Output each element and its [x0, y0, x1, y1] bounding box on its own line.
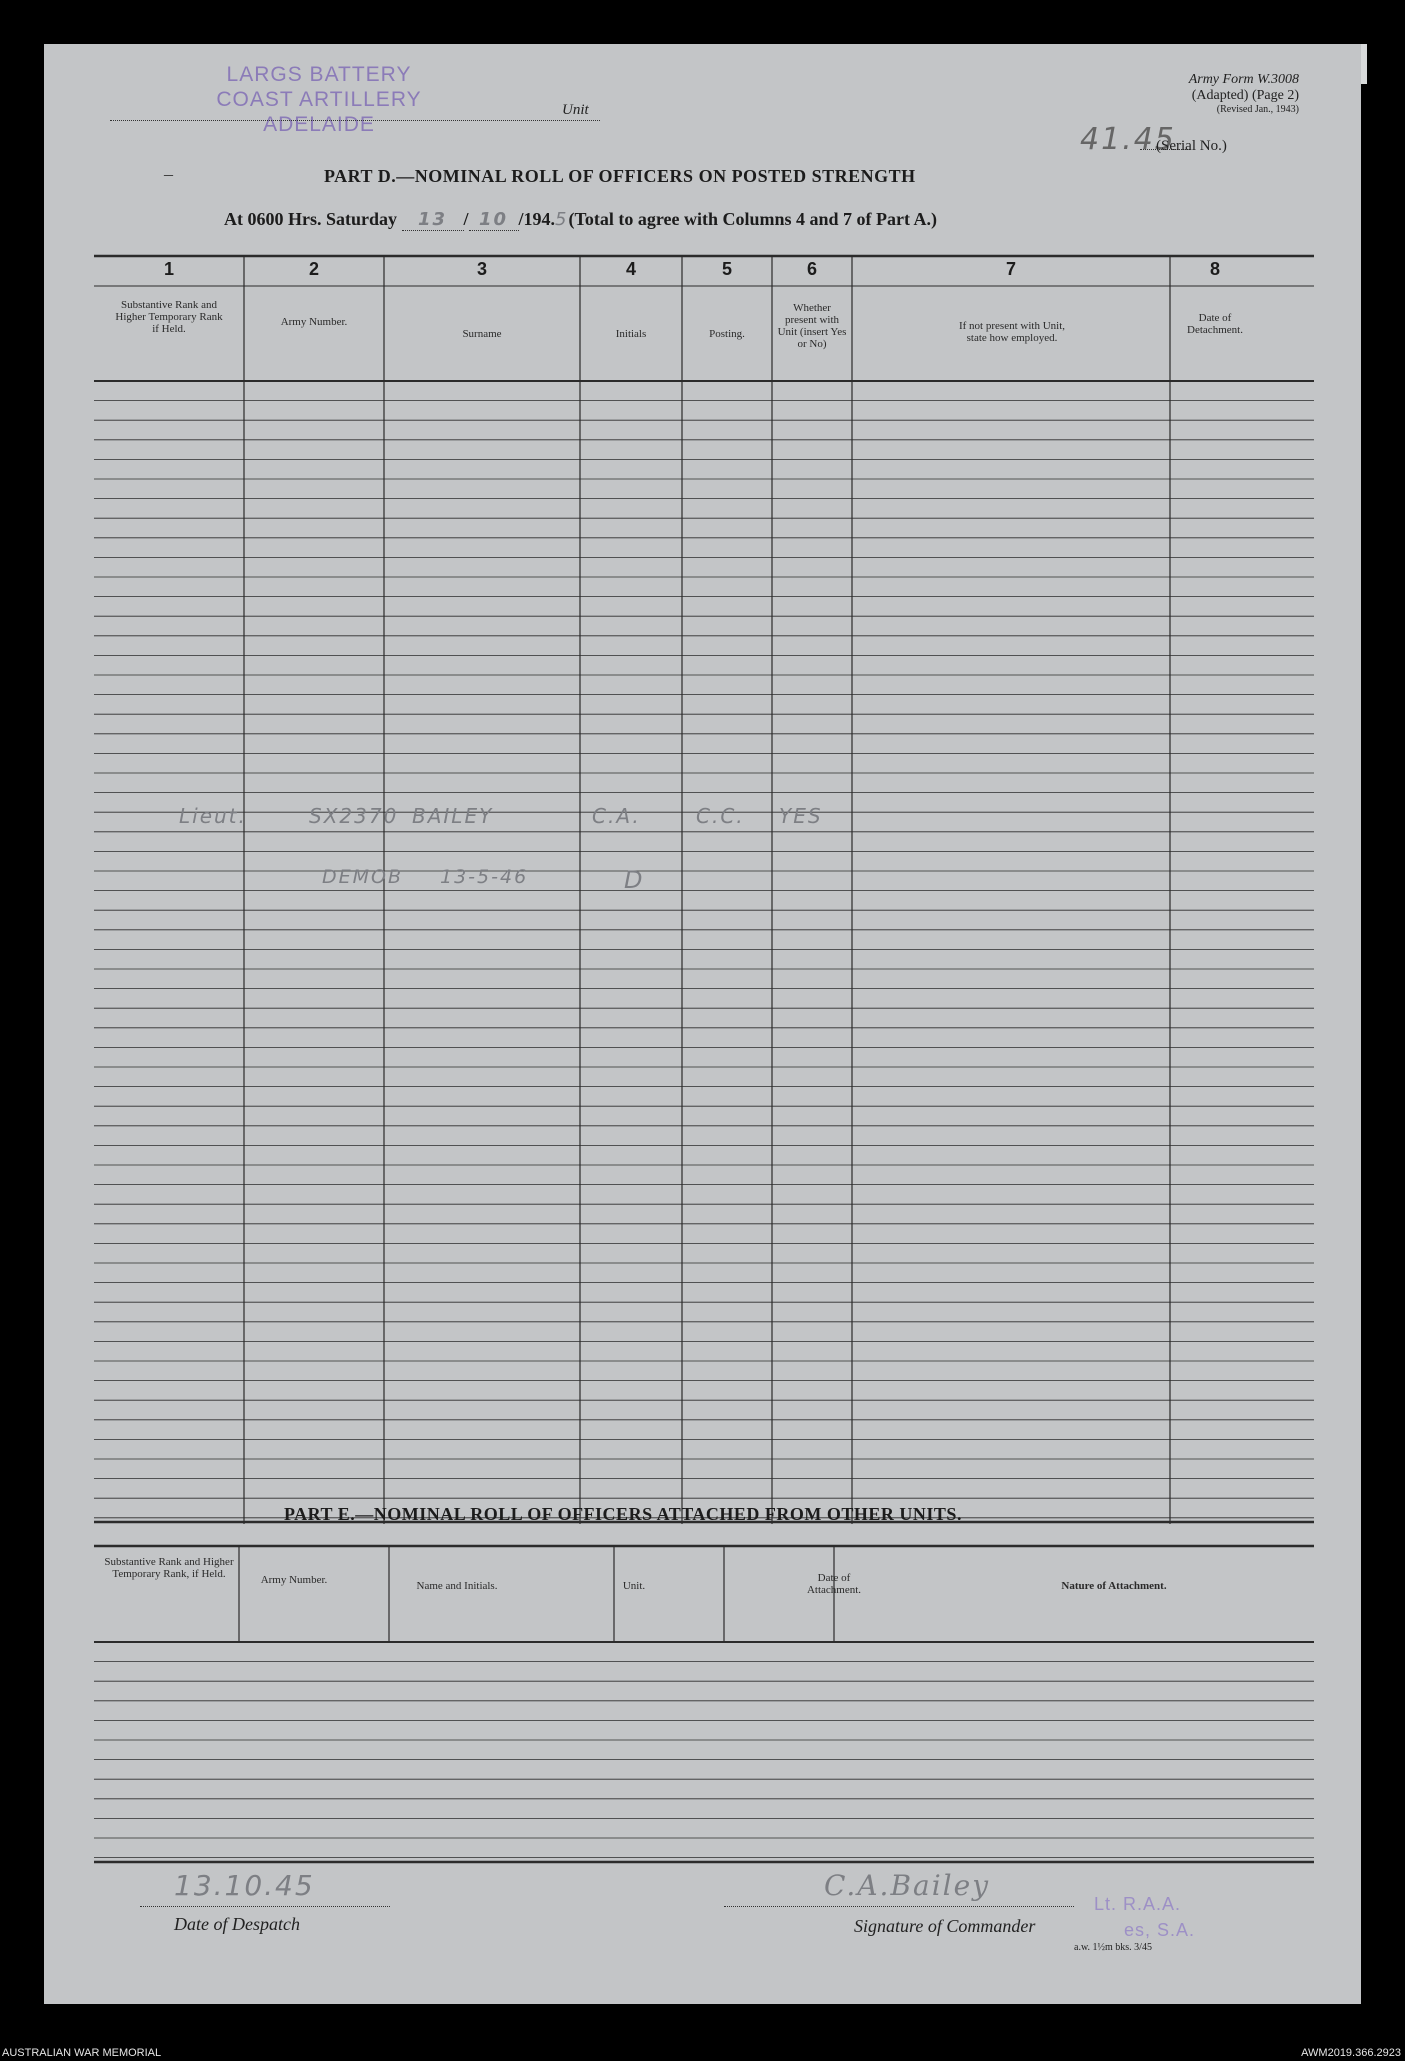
entry-posting: C.C.: [696, 804, 745, 828]
col-number-6: 6: [806, 259, 817, 279]
part-e-title: PART E.—NOMINAL ROLL OF OFFICERS ATTACHED FROM OTHER UNITS.: [284, 1504, 962, 1524]
form-sheet: [44, 44, 1361, 2004]
despatch-date: 13.10.45: [174, 1869, 315, 1902]
date-line: At 0600 Hrs. Saturday 13 / 10 /194.5(Total to agree with Columns 4 and 7 of Part A.): [224, 209, 937, 230]
date-year-digit: 5: [555, 209, 569, 230]
col-header-employment: If not present with Unit, state how employed.: [958, 320, 1065, 344]
e-col-header-army-number: Army Number.: [260, 1574, 328, 1586]
signature: C.A.Bailey: [824, 1869, 991, 1902]
unit-stamp: [199, 62, 439, 137]
date-prefix: At 0600 Hrs. Saturday: [224, 209, 398, 229]
tick-mark: –: [164, 164, 173, 184]
form-info: [1049, 72, 1299, 115]
stamp-rank: Lt. R.A.A.: [1094, 1894, 1182, 1914]
part-e-table: [94, 1544, 1314, 1864]
col-header-posting: Posting.: [709, 328, 745, 340]
part-e-grid: [94, 1544, 1314, 1864]
despatch-line: [140, 1906, 390, 1907]
part-d-table: [94, 254, 1314, 1524]
entry-army-number: SX2370: [309, 804, 399, 828]
archive-right: AWM2019.366.2923: [1301, 2047, 1401, 2059]
e-col-header-attachment-date: Date of Attachment.: [806, 1572, 862, 1596]
entry-present: YES: [779, 804, 823, 828]
stamp-line-2: COAST ARTILLERY: [216, 88, 422, 111]
part-d-title: PART D.—NOMINAL ROLL OF OFFICERS ON POSTED STRENGTH: [324, 166, 916, 186]
col-header-initials: Initials: [615, 328, 647, 340]
entry-surname: BAILEY: [412, 804, 494, 828]
form-revision: (Revised Jan., 1943): [1216, 104, 1299, 115]
unit-line: [110, 120, 600, 121]
col-number-3: 3: [476, 259, 487, 279]
entry-initials: C.A.: [592, 804, 641, 828]
date-day: 13: [402, 209, 464, 231]
e-col-header-rank: Substantive Rank and Higher Temporary Rank, if Held.: [104, 1556, 234, 1580]
print-code: a.w. 1½m bks. 3/45: [1074, 1942, 1152, 1953]
serial-value: 41.45: [1080, 122, 1176, 157]
entry-demob: DEMOB: [322, 866, 404, 888]
col-number-2: 2: [308, 259, 319, 279]
date-month: 10: [469, 209, 519, 231]
col-number-8: 8: [1209, 259, 1220, 279]
col-header-rank: Substantive Rank and Higher Temporary Rank if Held.: [115, 299, 223, 335]
col-header-present: Whether present with Unit (insert Yes or No): [777, 302, 847, 350]
col-number-1: 1: [163, 259, 174, 279]
entry-demob-mark: D: [624, 866, 645, 894]
stamp-line-3: ADELAIDE: [263, 113, 375, 136]
signature-label: Signature of Commander: [854, 1916, 1036, 1936]
date-year: /194.: [518, 209, 556, 229]
col-header-surname: Surname: [462, 328, 502, 340]
e-col-header-name: Name and Initials.: [416, 1580, 498, 1592]
part-d-grid: [94, 254, 1314, 1524]
col-header-army-number: Army Number.: [280, 316, 348, 328]
archive-left: AUSTRALIAN WAR MEMORIAL: [2, 2047, 162, 2059]
col-header-detachment: Date of Detachment.: [1187, 312, 1243, 336]
col-number-5: 5: [721, 259, 732, 279]
form-page: (Adapted) (Page 2): [1191, 88, 1299, 103]
entry-rank: Lieut.: [179, 804, 247, 828]
unit-label: Unit: [562, 102, 589, 118]
form-number: Army Form W.3008: [1188, 72, 1299, 87]
e-col-header-unit: Unit.: [622, 1580, 646, 1592]
col-number-7: 7: [1005, 259, 1016, 279]
serial-label: (Serial No.): [1156, 138, 1227, 154]
col-number-4: 4: [625, 259, 636, 279]
despatch-label: Date of Despatch: [174, 1914, 300, 1934]
date-suffix: (Total to agree with Columns 4 and 7 of Part A.): [568, 209, 937, 229]
signature-line: [724, 1906, 1074, 1907]
stamp-line-1: LARGS BATTERY: [226, 63, 412, 86]
e-col-header-nature: Nature of Attachment.: [1061, 1580, 1167, 1592]
entry-demob-date: 13-5-46: [440, 866, 529, 888]
stamp-trail: es, S.A.: [1124, 1920, 1196, 1940]
